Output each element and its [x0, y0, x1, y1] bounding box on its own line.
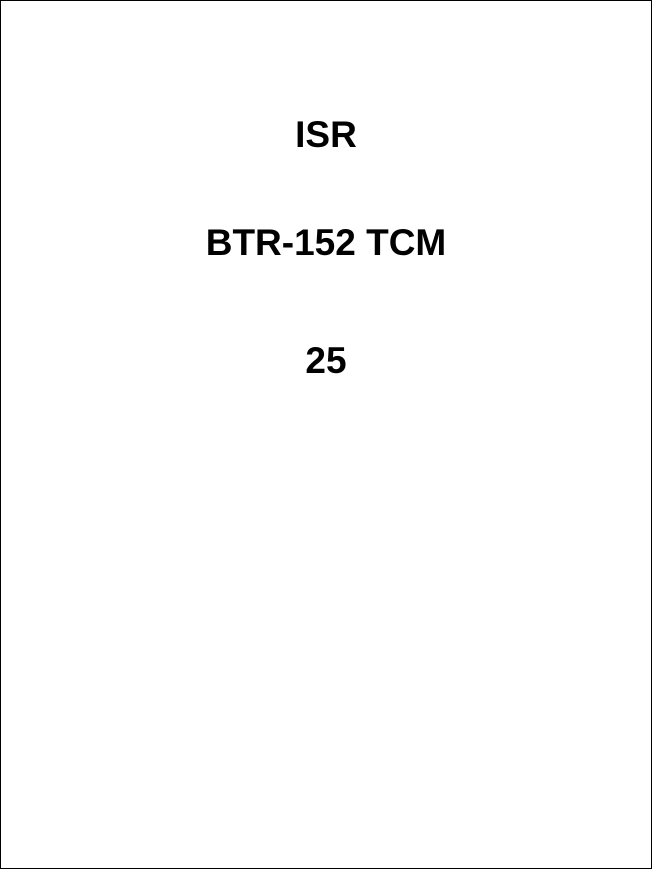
heading-line-3: 25	[305, 340, 347, 381]
heading-line-1: ISR	[295, 114, 357, 155]
heading-line-2: BTR-152 TCM	[205, 222, 447, 263]
